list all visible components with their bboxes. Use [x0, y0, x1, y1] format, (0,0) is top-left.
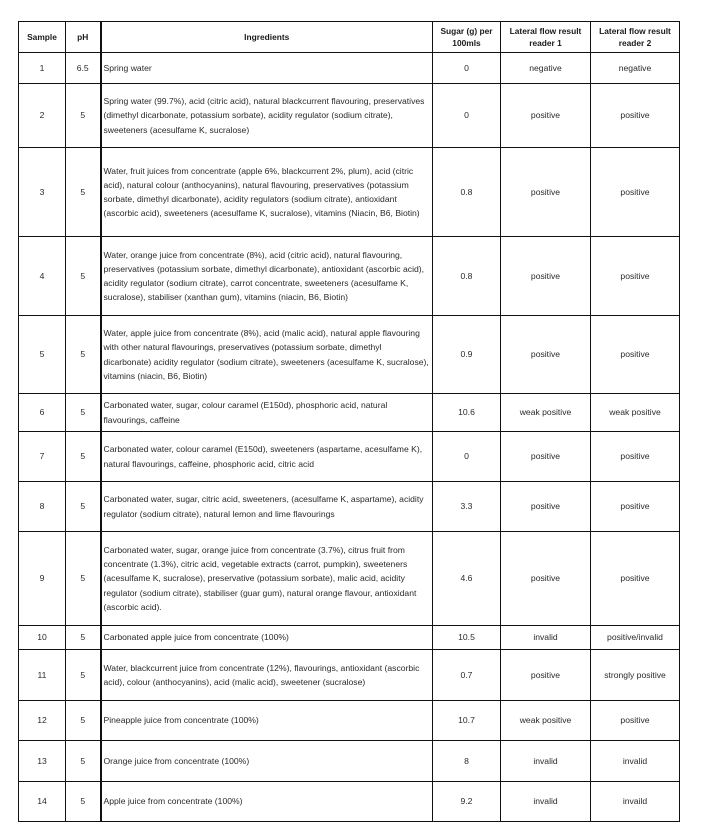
ph-cell: 5: [66, 482, 101, 532]
table-row: [19, 432, 680, 482]
ingredients-cell: Water, orange juice from concentrate (8%), acid (citric acid), natural flavouring, preservatives (potassium sorbate, dimethyl dicarbonate), antioxidant (ascorbic acid), acidity regulator (sodium citrate), carrot concentrate, sweeteners (acesulfame K, sucralose), stabiliser (xanthan gum), vitamins (niacin, B6, Biotin): [101, 237, 433, 316]
sugar-cell: 0: [433, 84, 501, 148]
ph-cell: 5: [66, 782, 101, 822]
header-sample: Sample: [19, 22, 66, 53]
table-row: [19, 626, 680, 650]
sugar-cell: 10.7: [433, 701, 501, 741]
table-row: [19, 237, 680, 316]
sugar-cell: 0.8: [433, 148, 501, 237]
sample-cell: 5: [19, 316, 66, 394]
ph-cell: 5: [66, 626, 101, 650]
ingredients-cell: Carbonated water, sugar, colour caramel (E150d), phosphoric acid, natural flavourings, caffeine: [101, 394, 433, 432]
ph-cell: 6.5: [66, 53, 101, 84]
header-row: [19, 22, 680, 53]
reader-1-cell: positive: [501, 650, 591, 701]
reader-2-cell: positive: [591, 316, 680, 394]
sample-cell: 13: [19, 741, 66, 782]
reader-2-cell: negative: [591, 53, 680, 84]
reader-2-cell: positive: [591, 237, 680, 316]
reader-1-cell: invalid: [501, 782, 591, 822]
reader-2-cell: positive/invalid: [591, 626, 680, 650]
reader-2-cell: positive: [591, 432, 680, 482]
reader-1-cell: positive: [501, 148, 591, 237]
reader-2-cell: positive: [591, 84, 680, 148]
sugar-cell: 0.7: [433, 650, 501, 701]
table-row: [19, 148, 680, 237]
header-reader-1: Lateral flow result reader 1: [501, 22, 591, 53]
sugar-cell: 3.3: [433, 482, 501, 532]
table-row: [19, 532, 680, 626]
ingredients-cell: Orange juice from concentrate (100%): [101, 741, 433, 782]
sugar-cell: 8: [433, 741, 501, 782]
reader-1-cell: positive: [501, 482, 591, 532]
sugar-cell: 10.5: [433, 626, 501, 650]
ingredients-cell: Water, apple juice from concentrate (8%), acid (malic acid), natural apple flavouring with other natural flavourings, preservatives (potassium sorbate, dimethyl dicarbonate) acidity regulator (sodium citrate), sweeteners (acesulfame K, sucralose), vitamins (niacin, B6, Biotin): [101, 316, 433, 394]
reader-2-cell: positive: [591, 148, 680, 237]
ph-cell: 5: [66, 741, 101, 782]
ph-cell: 5: [66, 432, 101, 482]
reader-2-cell: invalid: [591, 741, 680, 782]
header-ingredients: Ingredients: [101, 22, 433, 53]
sugar-cell: 9.2: [433, 782, 501, 822]
reader-2-cell: positive: [591, 701, 680, 741]
reader-1-cell: weak positive: [501, 701, 591, 741]
ingredients-cell: Carbonated water, sugar, citric acid, sweeteners, (acesulfame K, aspartame), acidity regulator (sodium citrate), natural lemon and lime flavourings: [101, 482, 433, 532]
table-row: [19, 53, 680, 84]
sample-cell: 3: [19, 148, 66, 237]
ph-cell: 5: [66, 394, 101, 432]
reader-1-cell: positive: [501, 316, 591, 394]
reader-1-cell: weak positive: [501, 394, 591, 432]
ph-cell: 5: [66, 148, 101, 237]
table-row: [19, 84, 680, 148]
ph-cell: 5: [66, 650, 101, 701]
sample-cell: 10: [19, 626, 66, 650]
sample-cell: 4: [19, 237, 66, 316]
ingredients-cell: Carbonated water, sugar, orange juice from concentrate (3.7%), citrus fruit from concentrate (1.3%), citric acid, vegetable extracts (carrot, pumpkin), sweeteners (acesulfame K, sucralose), preservative (potassium sorbate), malic acid, acidity regulator (sodium citrate), stabiliser (guar gum), natural orange flavour, antioxidant (ascorbic acid).: [101, 532, 433, 626]
sugar-cell: 4.6: [433, 532, 501, 626]
ingredients-cell: Pineapple juice from concentrate (100%): [101, 701, 433, 741]
reader-1-cell: invalid: [501, 741, 591, 782]
ph-cell: 5: [66, 237, 101, 316]
table-row: [19, 782, 680, 822]
ingredients-cell: Water, fruit juices from concentrate (apple 6%, blackcurrent 2%, plum), acid (citric acid), natural colour (anthocyanins), natural flavouring, preservatives (potassium sorbate, dimethyl dicarbonate), acidity regulators (sodium citrate), antioxidant (ascorbic acid), sweeteners (acesulfame K, sucralose), vitamins (Niacin, B6, Biotin): [101, 148, 433, 237]
sample-cell: 8: [19, 482, 66, 532]
table-row: [19, 650, 680, 701]
sample-cell: 7: [19, 432, 66, 482]
ingredients-cell: Spring water (99.7%), acid (citric acid), natural blackcurrent flavouring, preservatives (dimethyl dicarbonate, potassium sorbate), acidity regulator (sodium citrate), sweeteners (acesulfame K, sucralose): [101, 84, 433, 148]
sample-cell: 9: [19, 532, 66, 626]
sample-cell: 6: [19, 394, 66, 432]
sugar-cell: 0: [433, 432, 501, 482]
ingredients-cell: Water, blackcurrent juice from concentrate (12%), flavourings, antioxidant (ascorbic acid), colour (anthocyanins), acid (malic acid), sweetener (sucralose): [101, 650, 433, 701]
sugar-cell: 10.6: [433, 394, 501, 432]
reader-2-cell: positive: [591, 532, 680, 626]
reader-1-cell: positive: [501, 432, 591, 482]
reader-2-cell: positive: [591, 482, 680, 532]
table-row: [19, 482, 680, 532]
sugar-cell: 0.9: [433, 316, 501, 394]
header-ph: pH: [66, 22, 101, 53]
reader-1-cell: negative: [501, 53, 591, 84]
sample-cell: 14: [19, 782, 66, 822]
ph-cell: 5: [66, 701, 101, 741]
header-sugar: Sugar (g) per 100mls: [433, 22, 501, 53]
table-row: [19, 701, 680, 741]
ingredients-cell: Apple juice from concentrate (100%): [101, 782, 433, 822]
sample-cell: 12: [19, 701, 66, 741]
sample-cell: 1: [19, 53, 66, 84]
ingredients-cell: Carbonated apple juice from concentrate (100%): [101, 626, 433, 650]
table-row: [19, 741, 680, 782]
table-row: [19, 316, 680, 394]
reader-2-cell: weak positive: [591, 394, 680, 432]
ph-cell: 5: [66, 84, 101, 148]
reader-2-cell: invaild: [591, 782, 680, 822]
sugar-cell: 0.8: [433, 237, 501, 316]
sample-cell: 11: [19, 650, 66, 701]
header-reader-2: Lateral flow result reader 2: [591, 22, 680, 53]
reader-1-cell: positive: [501, 532, 591, 626]
reader-1-cell: positive: [501, 237, 591, 316]
ingredients-cell: Carbonated water, colour caramel (E150d), sweeteners (aspartame, acesulfame K), natural flavourings, caffeine, phosphoric acid, citric acid: [101, 432, 433, 482]
reader-1-cell: invalid: [501, 626, 591, 650]
sample-cell: 2: [19, 84, 66, 148]
table-row: [19, 394, 680, 432]
ph-cell: 5: [66, 316, 101, 394]
ingredients-cell: Spring water: [101, 53, 433, 84]
ph-cell: 5: [66, 532, 101, 626]
reader-1-cell: positive: [501, 84, 591, 148]
lateral-flow-results-table: [18, 21, 680, 822]
sugar-cell: 0: [433, 53, 501, 84]
reader-2-cell: strongly positive: [591, 650, 680, 701]
